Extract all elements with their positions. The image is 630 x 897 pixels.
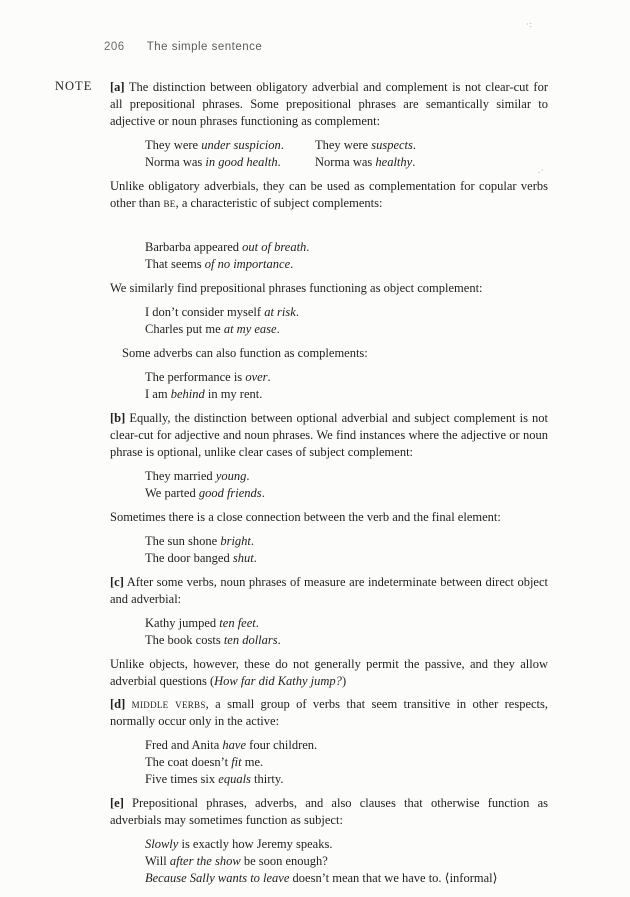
example-line: I don’t consider myself at risk. [145,305,299,319]
example-line: Will after the show be soon enough? [145,854,328,868]
example-column [145,137,315,171]
example-line: Five times six equals thirty. [145,772,284,786]
paragraph: [b] Equally, the distinction between optional adverbial and subject complement is not clear-cut for adjective and noun phrases. We find instances where the adjective or noun phrase is optional, unlike clear cases of subject complement: [110,411,548,459]
example-line: The book costs ten dollars. [145,633,281,647]
example-line: The door banged shut. [145,551,257,565]
example-line: They married young. [145,469,250,483]
example-line: Norma was in good health. [145,155,281,169]
example-column [315,137,416,171]
example-line: Fred and Anita have four children. [145,738,318,752]
paragraph: [c] After some verbs, noun phrases of measure are indeterminate between direct object and adverbial: [110,575,548,606]
example-line: Barbarba appeared out of breath. [145,240,310,254]
example-block [145,533,548,567]
example-line: That seems of no importance. [145,257,294,271]
example-line: Charles put me at my ease. [145,322,280,336]
example-columns [145,137,548,171]
example-block [145,369,548,403]
page-header [104,41,262,53]
paragraph: Some adverbs can also function as complements: [122,346,368,360]
example-block [145,836,548,887]
example-line: Kathy jumped ten feet. [145,616,259,630]
example-block [145,239,548,273]
example-line: Slowly is exactly how Jeremy speaks. [145,837,333,851]
example-line: The sun shone bright. [145,534,255,548]
example-block [145,468,548,502]
scan-artifact: .· [538,166,545,175]
paragraph: We similarly find prepositional phrases functioning as object complement: [110,281,483,295]
example-line: Because Sally wants to leave doesn’t mean that we have to. ⟨informal⟩ [145,871,498,885]
example-line: Norma was healthy. [315,155,416,169]
example-block [145,615,548,649]
page-number: 206 [104,41,125,53]
page-content [110,73,548,894]
scan-artifact: ·: [526,20,533,29]
paragraph: Unlike obligatory adverbials, they can be used as complementation for copular verbs other than be, a characteristic of subject complements: [110,179,548,210]
paragraph: Unlike objects, however, these do not generally permit the passive, and they allow adverbial questions (How far did Kathy jump?) [110,657,548,688]
running-title: The simple sentence [146,41,263,53]
example-line: The performance is over. [145,370,271,384]
note-label: NOTE [55,79,93,93]
example-line: We parted good friends. [145,486,265,500]
paragraph: [a] The distinction between obligatory adverbial and complement is not clear-cut for all prepositional phrases. Some prepositional phrases are semantically similar to adjective or noun phrases functioning as complement: [110,80,548,128]
paragraph: [d] middle verbs, a small group of verbs that seem transitive in other respects, normally occur only in the active: [110,697,548,728]
example-line: I am behind in my rent. [145,387,263,401]
example-line: They were under suspicion. [145,138,284,152]
example-line: The coat doesn’t fit me. [145,755,264,769]
paragraph: Sometimes there is a close connection between the verb and the final element: [110,510,501,524]
example-line: They were suspects. [315,138,417,152]
example-block [145,737,548,788]
paragraph: [e] Prepositional phrases, adverbs, and also clauses that otherwise function as adverbials may sometimes function as subject: [110,796,548,827]
example-block [145,304,548,338]
